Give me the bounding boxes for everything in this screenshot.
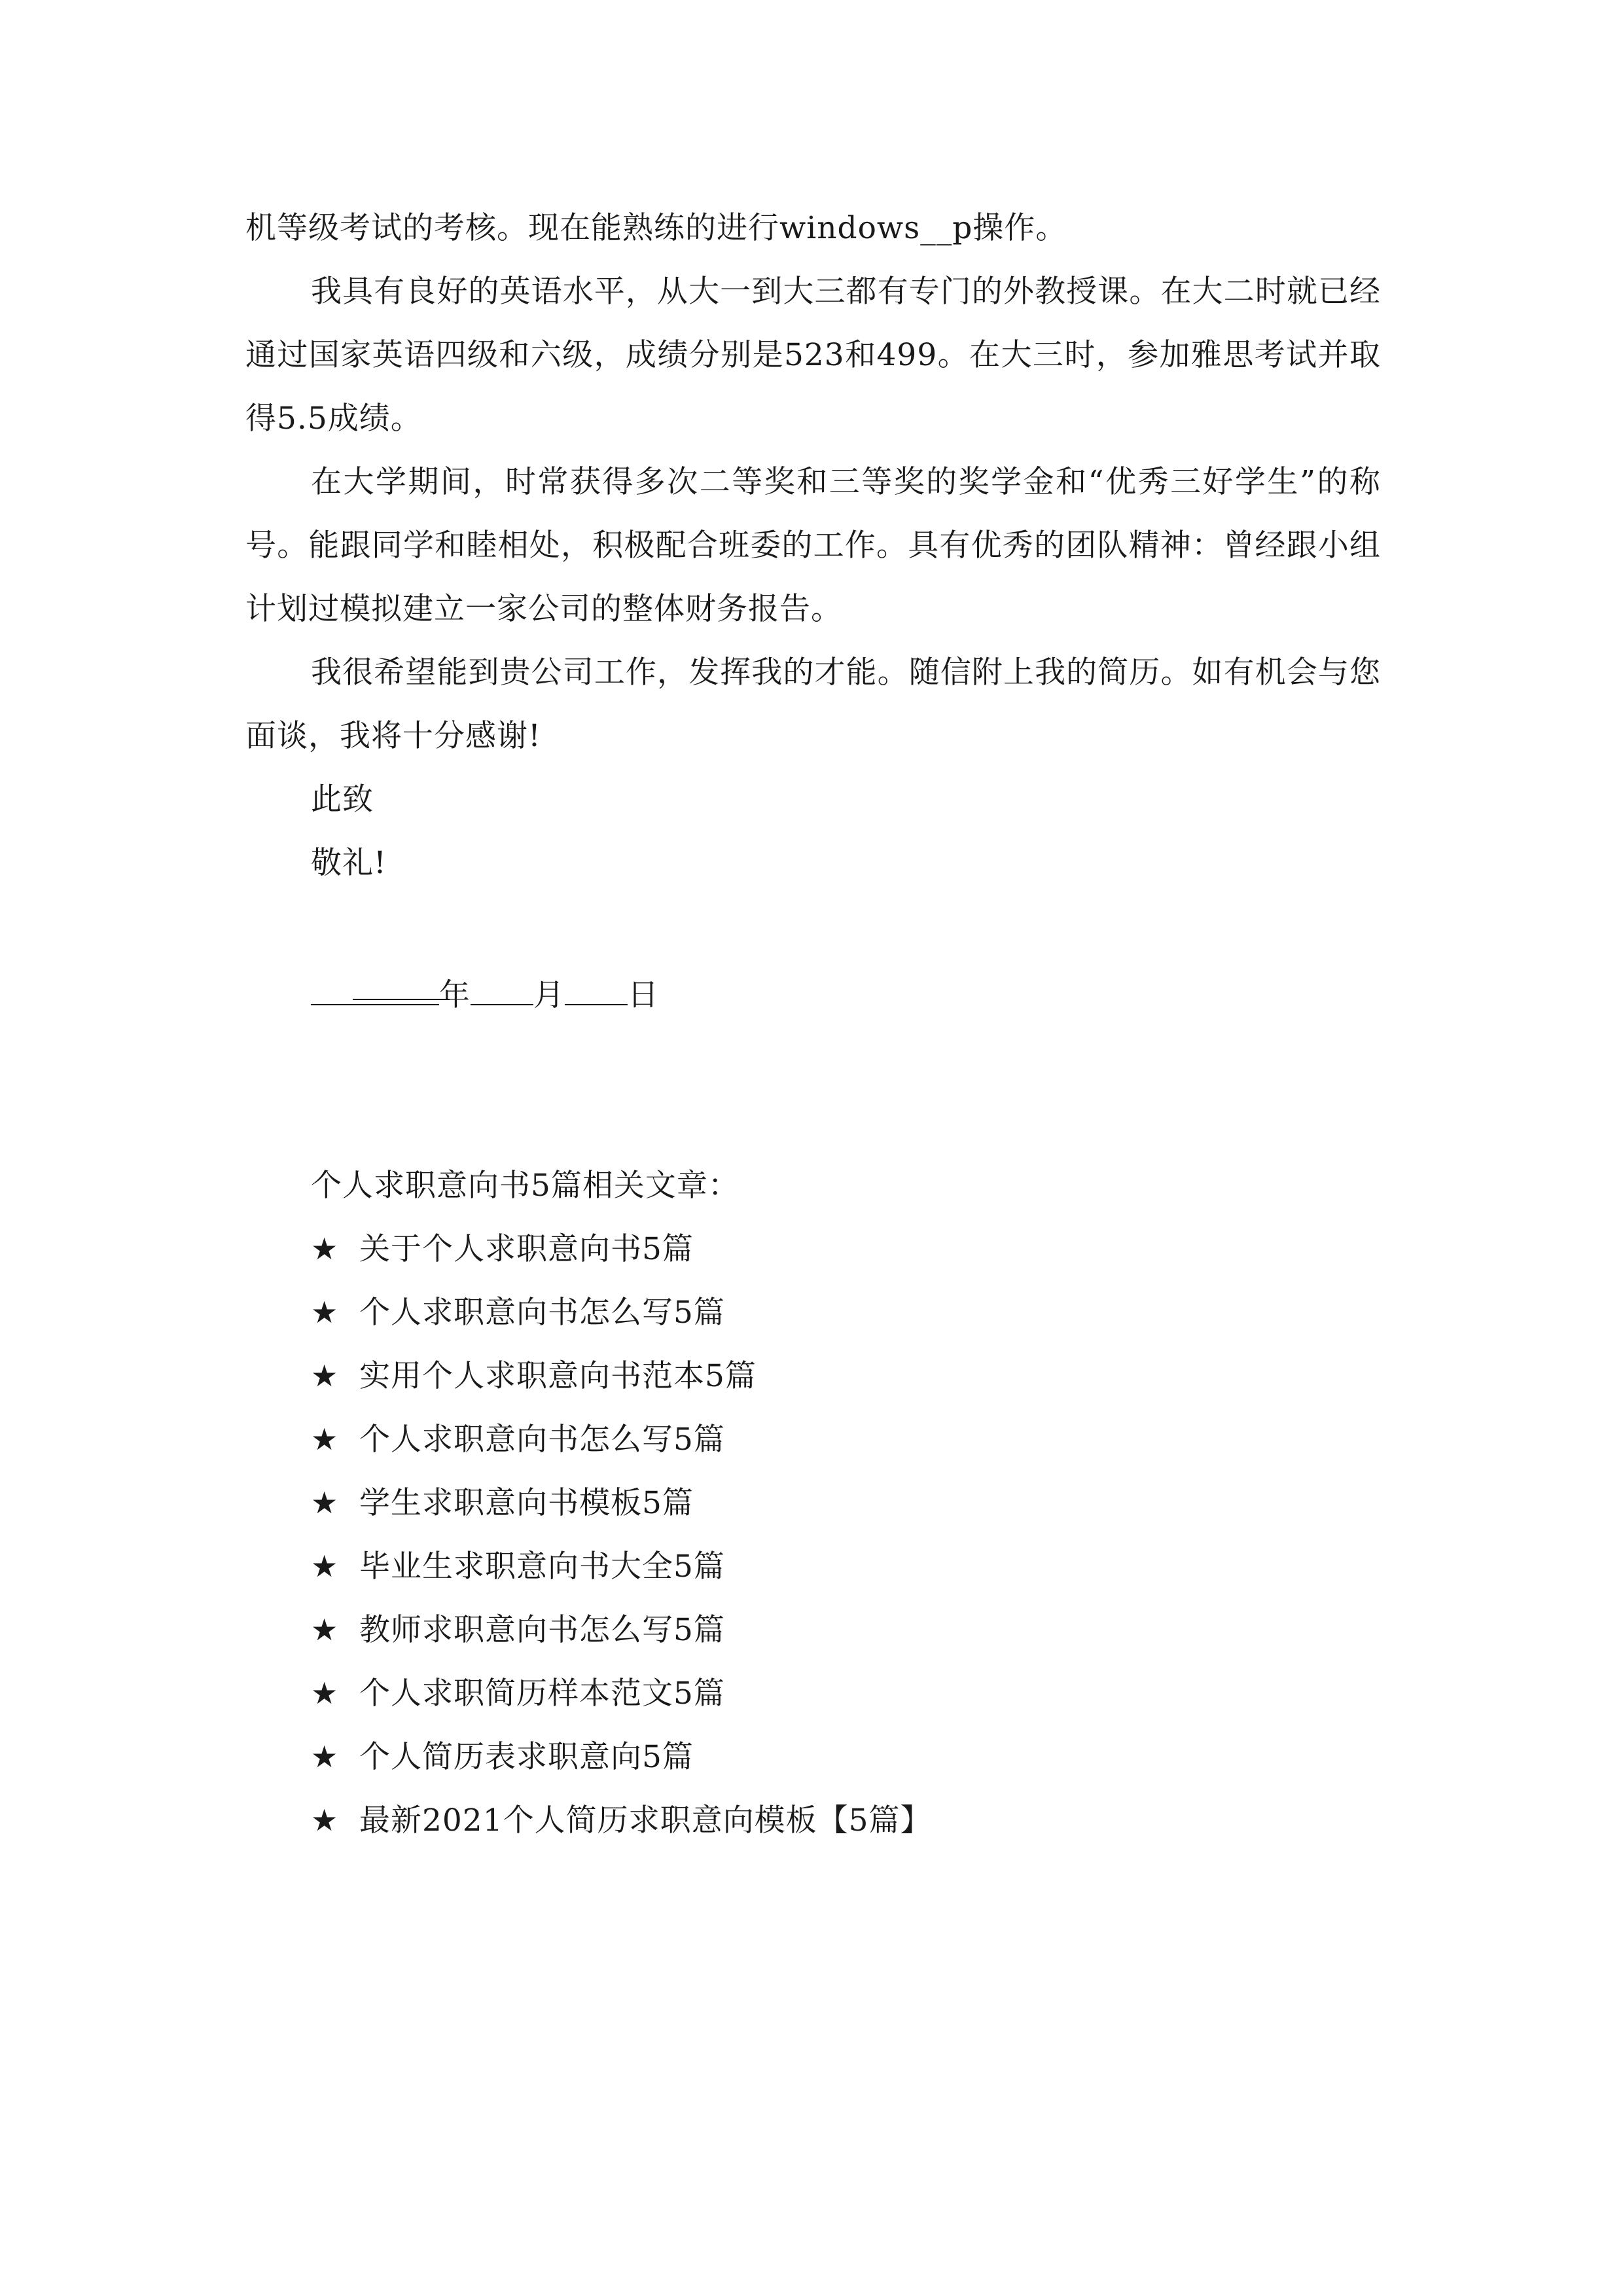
paragraph-english-skills: 我具有良好的英语水平，从大一到大三都有专门的外教授课。在大二时就已经通过国家英语四级和六级，成绩分别是523和499。在大三时，参加雅思考试并取得5.5成绩。 — [245, 274, 1381, 437]
day-label: 日 — [628, 977, 659, 1013]
date-line — [311, 963, 659, 1027]
related-link-9[interactable] — [311, 1789, 932, 1852]
paragraph-awards: 在大学期间，时常获得多次二等奖和三等奖的奖学金和“优秀三好学生”的称号。能跟同学和睦相处，积极配合班委的工作。具有优秀的团队精神：曾经跟小组计划过模拟建立一家公司的整体财务报告。 — [245, 464, 1381, 627]
related-link-3[interactable] — [311, 1408, 725, 1471]
star-icon: ★ — [311, 1485, 339, 1520]
month-label: 月 — [533, 977, 565, 1013]
star-icon: ★ — [311, 1549, 339, 1584]
star-icon: ★ — [311, 1803, 339, 1838]
related-link-7[interactable] — [311, 1662, 725, 1725]
related-link-text: 最新2021个人简历求职意向模板【5篇】 — [359, 1803, 932, 1839]
star-icon: ★ — [311, 1422, 339, 1457]
related-link-text: 毕业生求职意向书大全5篇 — [359, 1549, 725, 1585]
paragraph-computer-skills: 机等级考试的考核。现在能熟练的进行windows__p操作。 — [245, 210, 1067, 246]
related-heading: 个人求职意向书5篇相关文章： — [311, 1168, 740, 1204]
related-link-text: 关于个人求职意向书5篇 — [359, 1231, 694, 1267]
related-link-text: 个人求职简历样本范文5篇 — [359, 1676, 725, 1712]
related-link-2[interactable] — [311, 1344, 757, 1408]
star-icon: ★ — [311, 1358, 339, 1393]
related-link-4[interactable] — [311, 1471, 694, 1535]
related-link-8[interactable] — [311, 1725, 694, 1789]
related-link-text: 个人求职意向书怎么写5篇 — [359, 1295, 725, 1331]
paragraph-closing-wish: 我很希望能到贵公司工作，发挥我的才能。随信附上我的简历。如有机会与您面谈，我将十分感谢! — [245, 655, 1381, 754]
month-blank — [471, 965, 533, 1005]
star-icon: ★ — [311, 1612, 339, 1647]
star-icon: ★ — [311, 1295, 339, 1330]
related-link-6[interactable] — [311, 1598, 725, 1662]
related-link-text: 学生求职意向书模板5篇 — [359, 1485, 694, 1521]
related-link-1[interactable] — [311, 1281, 725, 1344]
related-link-text: 个人求职意向书怎么写5篇 — [359, 1422, 725, 1458]
related-link-0[interactable] — [311, 1217, 694, 1281]
regards: 敬礼! — [311, 845, 387, 881]
related-link-text: 教师求职意向书怎么写5篇 — [359, 1612, 725, 1648]
year-label: 年 — [439, 977, 471, 1013]
related-link-text: 个人简历表求职意向5篇 — [359, 1739, 694, 1775]
star-icon: ★ — [311, 1231, 339, 1266]
salutation: 此致 — [311, 781, 374, 817]
star-icon: ★ — [311, 1739, 339, 1774]
related-link-5[interactable] — [311, 1535, 725, 1598]
day-blank — [565, 965, 628, 1005]
star-icon: ★ — [311, 1676, 339, 1711]
year-blank — [311, 965, 439, 1005]
related-link-text: 实用个人求职意向书范本5篇 — [359, 1358, 757, 1394]
